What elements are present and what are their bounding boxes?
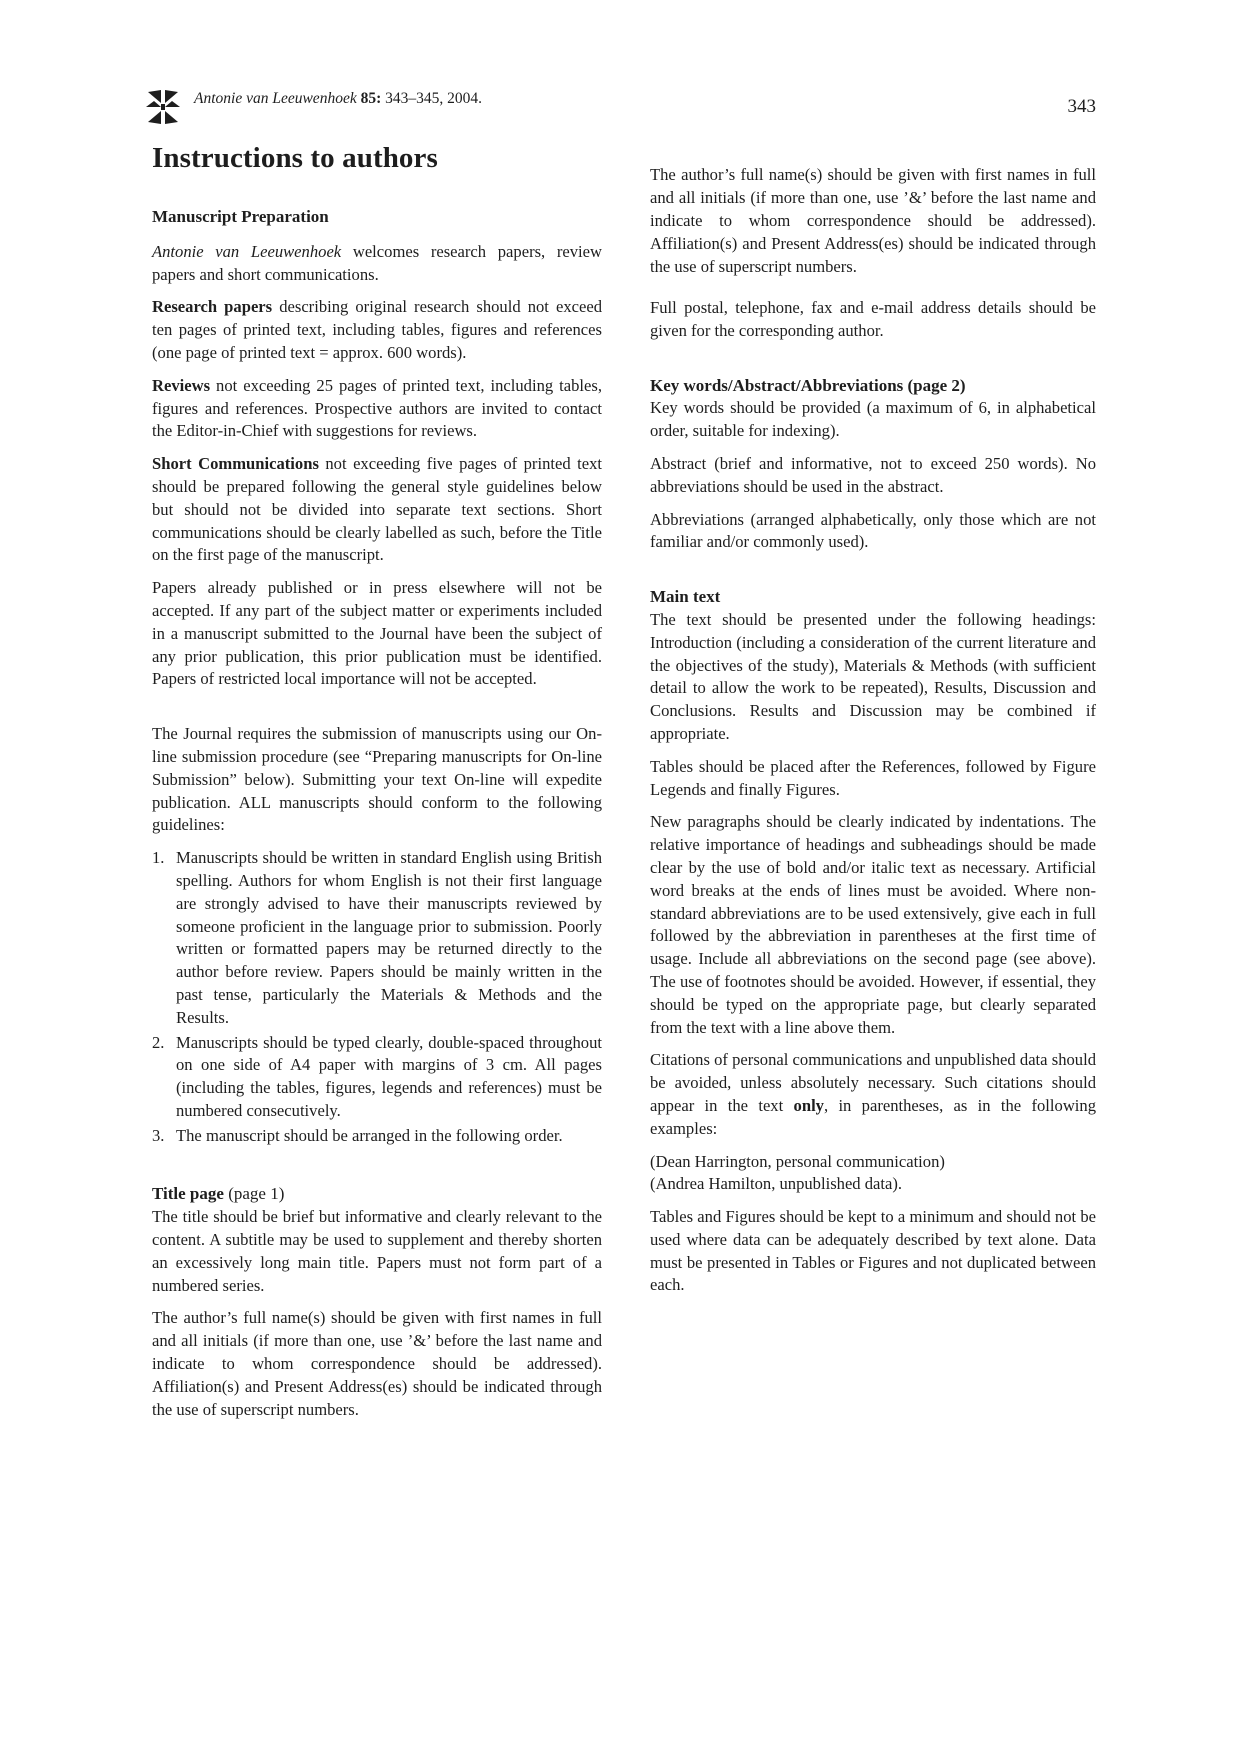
citations-text-before: Citations of personal communications and unpublished data should be avoided, unless absolutely necessary. Such citations should appear in the text: [650, 1050, 1096, 1115]
page-number: 343: [1067, 96, 1096, 117]
online-paragraph: The Journal requires the submission of manuscripts using our On-line submission procedure (see “Preparing manuscripts for On-line Submission” below). Submitting your text On-line will expedite publication. ALL manuscripts should conform to the following guidelines:: [152, 724, 602, 835]
guideline-number: 2.: [152, 1032, 165, 1052]
guideline-number: 1.: [152, 848, 165, 868]
guideline-text: The manuscript should be arranged in the following order.: [176, 1125, 563, 1145]
citations-only: only: [793, 1095, 824, 1115]
reviews-paragraph: [152, 375, 602, 443]
abbreviations-paragraph: Abbreviations (arranged alphabetically, only those which are not familiar and/or commonly used).: [650, 509, 1096, 552]
guideline-item: [152, 1125, 602, 1148]
published-paragraph: Papers already published or in press elsewhere will not be accepted. If any part of the subject matter or experiments included in a manuscript submitted to the Journal have been the subject of any prior publication, this prior publication must be identified. Papers of restricted local importance will not be accepted.: [152, 578, 602, 689]
page-title: Instructions to authors: [152, 142, 438, 174]
journal-pages-year: 343–345, 2004.: [385, 90, 482, 107]
authors-continued-text: The author’s full name(s) should be given with first names in full and all initials (if more than one, use ’&’ before the last name and indicate to whom correspondence should be addressed). Affiliation(s) and Present Address(es) should be indicated through the use of superscript numbers.: [650, 165, 1096, 276]
guidelines-list: [152, 847, 602, 1147]
citation-example: (Dean Harrington, personal communication): [650, 1151, 945, 1171]
journal-name: Antonie van Leeuwenhoek: [194, 90, 357, 107]
reviews-text: not exceeding 25 pages of printed text, including tables, figures and references. Prospective authors are invited to contact the Editor-in-Chief with suggestions for reviews.: [152, 375, 602, 441]
authors-paragraph: The author’s full name(s) should be given with first names in full and all initials (if more than one, use ’&’ before the last name and indicate to whom correspondence should be addressed). Affiliation(s) and Present Address(es) should be indicated through the use of superscript numbers.: [152, 1308, 602, 1419]
citation-examples: [650, 1151, 1096, 1197]
intro-text: welcomes research papers, review papers and short communications.: [152, 241, 602, 284]
research-label: Research papers: [152, 297, 273, 317]
guideline-item: [152, 847, 602, 1029]
guideline-text: Manuscripts should be typed clearly, double-spaced throughout on one side of A4 paper with margins of 3 cm. All pages (including the tables, figures, legends and references) must be numbered consecutively.: [176, 1032, 602, 1120]
research-paragraph: [152, 296, 602, 364]
authors-paragraph-continued: [650, 165, 1096, 279]
publisher-logo-icon: [146, 88, 180, 126]
main-text-heading: Main text: [650, 587, 721, 607]
left-column: [152, 206, 603, 1419]
journal-citation: [194, 90, 482, 108]
journal-volume: 85:: [360, 90, 382, 107]
citations-paragraph: [650, 1049, 1096, 1140]
paragraphs-paragraph: New paragraphs should be clearly indicated by indentations. The relative importance of headings and subheadings should be made clear by the use of bold and/or italic text as necessary. Artificial word breaks at the ends of lines must be avoided. Where non-standard abbreviations are to be used extensively, give each in full followed by the abbreviation in parentheses at the first time of usage. Include all abbreviations on the second page (see above). The use of footnotes should be avoided. However, if essential, they should be typed on the appropriate page, but clearly separated from the text with a line above them.: [650, 812, 1096, 1037]
citations-text-after: , in parentheses, as in the following examples:: [650, 1095, 1097, 1138]
short-comm-label: Short Communications: [152, 454, 319, 474]
guideline-number: 3.: [152, 1125, 165, 1145]
title-page-paragraph: The title should be brief but informative and clearly relevant to the content. A subtitle may be used to supplement and thereby shorten an excessively long main title. Papers must not form part of a numbered series.: [152, 1207, 602, 1295]
title-page-heading-label: Title page: [152, 1184, 224, 1204]
guideline-item: [152, 1032, 602, 1123]
headings-paragraph: The text should be presented under the following headings: Introduction (including a consideration of the current literature and the objectives of the study), Materials & Methods (with sufficient detail to allow the work to be repeated), Results, Discussion and Conclusions. Results and Discussion may be combined if appropriate.: [650, 609, 1096, 743]
keywords-paragraph: Key words should be provided (a maximum of 6, in alphabetical order, suitable for indexing).: [650, 398, 1096, 441]
reviews-label: Reviews: [152, 375, 211, 395]
short-comm-text: not exceeding five pages of printed text should be prepared following the general style guidelines below but should not be divided into separate text sections. Short communications should be clearly labelled as such, before the Title on the first page of the manuscript.: [152, 454, 602, 565]
title-page-heading: [152, 1183, 602, 1206]
intro-paragraph: [152, 241, 602, 287]
short-comm-paragraph: [152, 453, 602, 567]
research-text: describing original research should not exceed ten pages of printed text, including tables, figures and references (one page of printed text = approx. 600 words).: [152, 297, 603, 362]
postal-paragraph: Full postal, telephone, fax and e-mail address details should be given for the corresponding author.: [650, 298, 1096, 340]
intro-journal-name: Antonie van Leeuwenhoek: [152, 241, 342, 261]
citation-example: (Andrea Hamilton, unpublished data).: [650, 1174, 903, 1194]
right-column: [650, 165, 1097, 1307]
guideline-text: Manuscripts should be written in standard English using British spelling. Authors for whom English is not their first language are strongly advised to have their manuscripts reviewed by someone proficient in the language prior to submission. Poorly written or formatted papers may be returned directly to the author before review. Papers should be mainly written in the past tense, particularly the Materials & Methods and the Results.: [176, 848, 602, 1027]
page-header: [146, 84, 1096, 130]
tables-paragraph: Tables should be placed after the References, followed by Figure Legends and finally Figures.: [650, 756, 1096, 799]
abstract-paragraph: Abstract (brief and informative, not to exceed 250 words). No abbreviations should be used in the abstract.: [650, 453, 1096, 496]
manuscript-heading: Manuscript Preparation: [152, 207, 329, 226]
keywords-heading: Key words/Abstract/Abbreviations (page 2): [650, 375, 966, 395]
figures-paragraph: Tables and Figures should be kept to a minimum and should not be used where data can be adequately described by text alone. Data must be presented in Tables or Figures and not duplicated between each.: [650, 1207, 1096, 1295]
title-page-heading-note: (page 1): [223, 1184, 285, 1204]
